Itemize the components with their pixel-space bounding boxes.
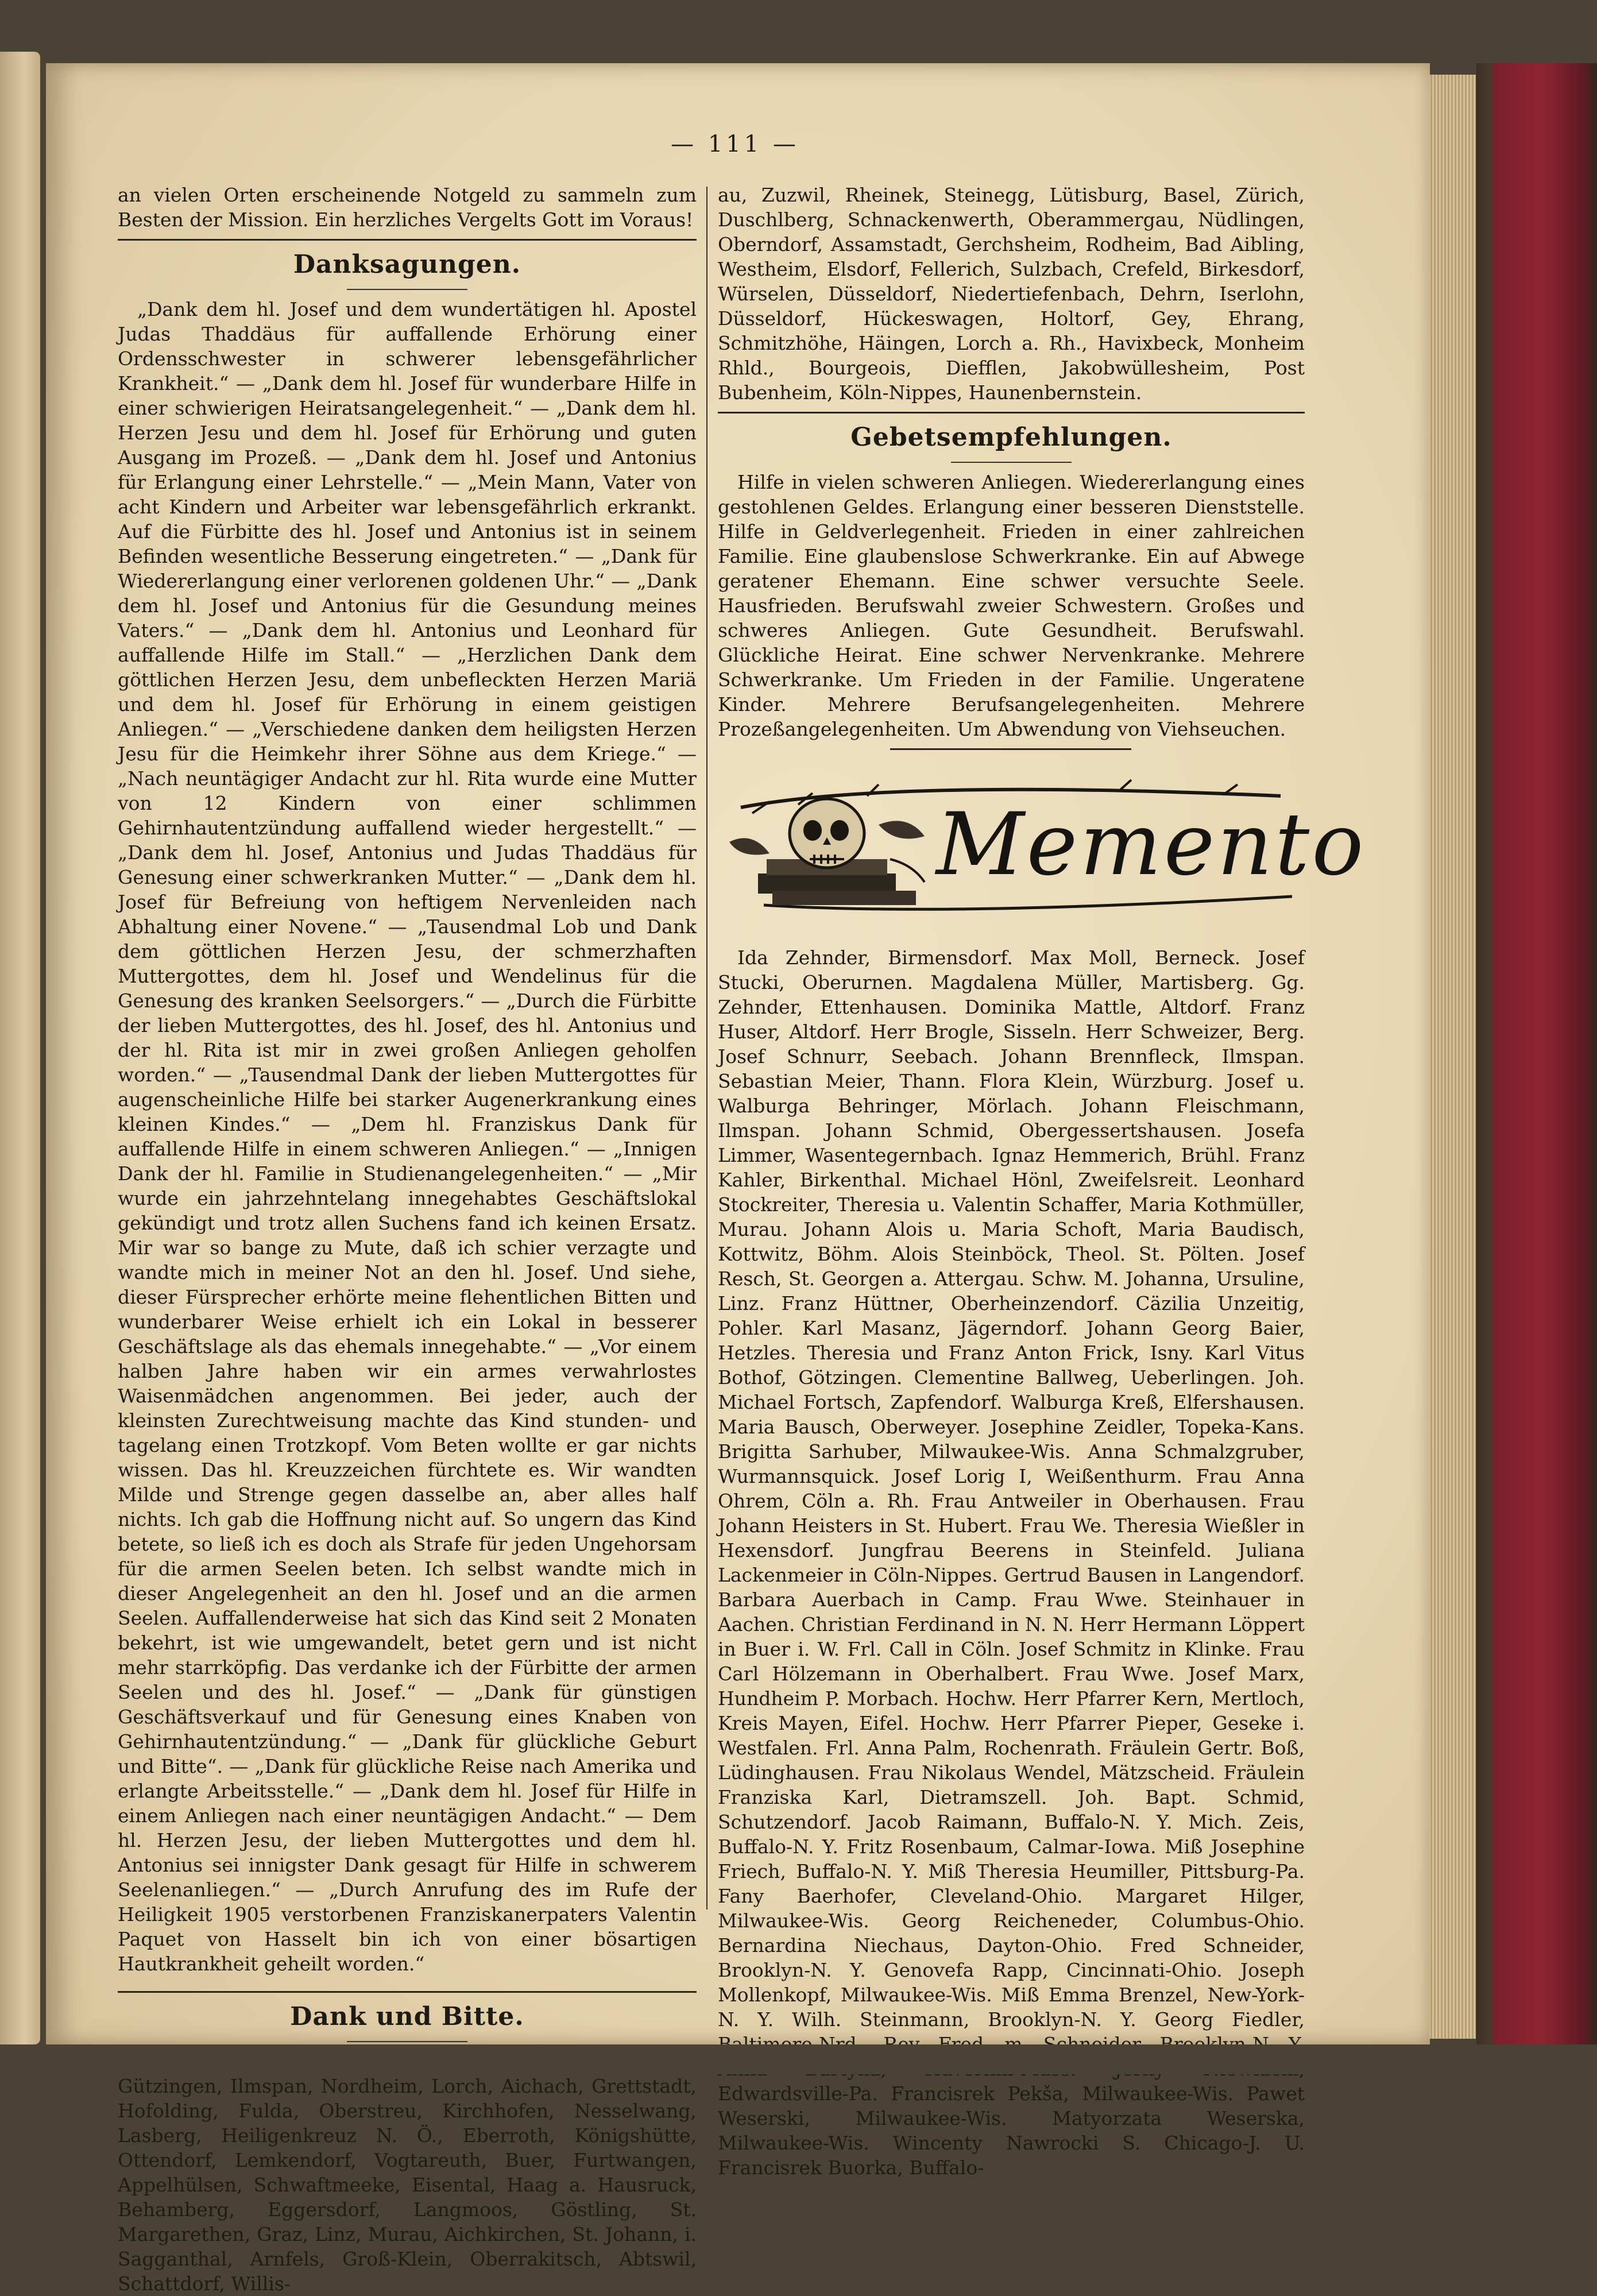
section-rule	[118, 239, 697, 241]
left-page-edge	[0, 52, 40, 2044]
danksagungen-text: „Dank dem hl. Josef und dem wundertätigen hl. Apostel Judas Thaddäus für auffallende Erhörung einer Ordensschwester in schwerer lebensgefährlicher Krankheit.“ — „Dank dem hl. Josef für wunderbare Hilfe in einer schwierigen Heiratsangelegenheit.“ — „Dank dem hl. Herzen Jesu und dem hl. Josef für Erhörung und guten Ausgang im Prozeß. — „Dank dem hl. Josef und Antonius für Erlangung einer Lehrstelle.“ — „Mein Mann, Vater von acht Kindern und Arbeiter war lebensgefährlich erkrankt. Auf die Fürbitte des hl. Josef und Antonius ist in seinem Befinden wesentliche Besserung eingetreten.“ — „Dank für Wiedererlangung einer verlorenen goldenen Uhr.“ — „Dank dem hl. Josef und Antonius für die Gesundung meines Vaters.“ — „Dank dem hl. Antonius und Leonhard für auffallende Hilfe im Stall.“ — „Herzlichen Dank dem göttlichen Herzen Jesu, dem unbefleckten Herzen Mariä und dem hl. Josef für Erhörung in einem geistigen Anliegen.“ — „Verschiedene danken dem heiligsten Herzen Jesu für die Heimkehr ihrer Söhne aus dem Kriege.“ — „Nach neuntägiger Andacht zur hl. Rita wurde eine Mutter von 12 Kindern von einer schlimmen Gehirnhautentzündung auffallend wieder hergestellt.“ — „Dank dem hl. Josef, Antonius und Judas Thaddäus für Genesung einer schwerkranken Mutter.“ — „Dank dem hl. Josef für Befreiung von heftigem Nervenleiden nach Abhaltung einer Novene.“ — „Tausendmal Lob und Dank dem göttlichen Herzen Jesu, der schmerzhaften Muttergottes, dem hl. Josef und Wendelinus für die Genesung des kranken Seelsorgers.“ — „Durch die Fürbitte der lieben Muttergottes, des hl. Josef, des hl. Antonius und der hl. Rita ist mir in zwei großen Anliegen geholfen worden.“ — „Tausendmal Dank der lieben Muttergottes für augenscheinliche Hilfe bei starker Augenerkrankung eines kleinen Kindes.“ — „Dem hl. Franziskus Dank für auffallende Hilfe in einem schweren Anliegen.“ — „Innigen Dank der hl. Familie in Studienangelegenheiten.“ — „Mir wurde ein jahrzehntelang innegehabtes Geschäftslokal gekündigt und trotz allen Suchens fand ich keinen Ersatz. Mir war so bange zu Mute, daß ich schier verzagte und wandte mich in meiner Not an den hl. Josef. Und siehe, dieser Fürsprecher erhörte meine flehentlichen Bitten und wunderbarer Weise erhielt ich ein Lokal in besserer Geschäftslage als das ehemals innegehabte.“ — „Vor einem halben Jahre haben wir ein armes verwahrlostes Waisenmädchen angenommen. Bei jeder, auch der kleinsten Zurechtweisung machte das Kind stunden- und tagelang einen Trotzkopf. Vom Beten wollte er gar nichts wissen. Das hl. Kreuzzeichen fürchtete es. Wir wandten Milde und Strenge gegen dasselbe an, aber alles half nichts. Ich gab die Hoffnung nicht auf. So ungern das Kind betete, so ließ ich es doch als Strafe für jeden Ungehorsam für die armen Seelen beten. Ich selbst wandte mich in dieser Angelegenheit an den hl. Josef und an die armen Seelen. Auffallenderweise hat sich das Kind seit 2 Monaten bekehrt, ist wie umgewandelt, betet gern und ist nicht mehr starrköpfig. Das verdanke ich der Fürbitte der armen Seelen und des hl. Josef.“ — „Dank für günstigen Geschäftsverkauf und für Genesung eines Knaben von Gehirnhautentzündung.“ — „Dank für glückliche Geburt und Bitte“. — „Dank für glückliche Reise nach Amerika und erlangte Arbeitsstelle.“ — „Dank dem hl. Josef für Hilfe in einem Anliegen nach einer neuntägigen Andacht.“ — Dem hl. Herzen Jesu, der lieben Muttergottes und dem hl. Antonius sei innigster Dank gesagt für Hilfe in schwerem Seelenanliegen.“ — „Durch Anrufung des im Rufe der Heiligkeit 1905 verstorbenen Franziskanerpaters Valentin Paquet von Hasselt bin ich von einer bösartigen Hautkrankheit geheilt worden.“	[118, 298, 697, 1975]
section-rule	[718, 412, 1305, 413]
dank-und-bitte-continued: au, Zuzwil, Rheinek, Steinegg, Lütisburg, Basel, Zürich, Duschlberg, Schnackenwerth, Oberammergau, Nüdlingen, Oberndorf, Assamstadt, Gerchsheim, Rodheim, Bad Aibling, Westheim, Elsdorf, Fellerich, Sulzbach, Crefeld, Birkesdorf, Würselen, Düsseldorf, Niedertiefenbach, Dehrn, Iserlohn, Düsseldorf, Hückeswagen, Holtorf, Gey, Ehrang, Schmitzhöhe, Häingen, Lorch a. Rh., Havixbeck, Monheim Rhld., Bourgeois, Diefflen, Jakobwüllesheim, Post Bubenheim, Köln-Nippes, Haunenbernstein.	[718, 184, 1305, 404]
memento-text: Ida Zehnder, Birmensdorf. Max Moll, Berneck. Josef Stucki, Oberurnen. Magdalena Müller, Martisberg. Gg. Zehnder, Ettenhausen. Dominika Mattle, Altdorf. Franz Huser, Altdorf. Herr Brogle, Sisseln. Herr Schweizer, Berg. Josef Schnurr, Seebach. Johann Brennfleck, Ilmspan. Sebastian Meier, Thann. Flora Klein, Würzburg. Josef u. Walburga Behringer, Mörlach. Johann Fleischmann, Ilmspan. Johann Schmid, Obergessertshausen. Josefa Limmer, Wasentegernbach. Ignaz Hemmerich, Brühl. Franz Kahler, Birkenthal. Michael Hönl, Zweifelsreit. Leonhard Stockreiter, Theresia u. Valentin Schaffer, Maria Kothmüller, Murau. Johann Alois u. Maria Schoft, Maria Baudisch, Kottwitz, Böhm. Alois Steinböck, Theol. St. Pölten. Josef Resch, St. Georgen a. Attergau. Schw. M. Johanna, Ursuline, Linz. Franz Hüttner, Oberheinzendorf. Cäzilia Unzeitig, Pohler. Karl Masanz, Jägerndorf. Johann Georg Baier, Hetzles. Theresia und Franz Anton Frick, Isny. Karl Vitus Bothof, Götzingen. Clementine Ballweg, Ueberlingen. Joh. Michael Fortsch, Zapfendorf. Walburga Kreß, Elfershausen. Maria Bausch, Oberweyer. Josephine Zeidler, Topeka-Kans. Brigitta Sarhuber, Milwaukee-Wis. Anna Schmalzgruber, Wurmannsquick. Josef Lorig I, Weißenthurm. Frau Anna Ohrem, Cöln a. Rh. Frau Antweiler in Oberhausen. Frau Johann Heisters in St. Hubert. Frau We. Theresia Wießler in Hexensdorf. Jungfrau Beerens in Steinfeld. Juliana Lackenmeier in Cöln-Nippes. Gertrud Bausen in Langendorf. Barbara Auerbach in Camp. Frau Wwe. Steinhauer in Aachen. Christian Ferdinand in N. N. Herr Hermann Löppert in Buer i. W. Frl. Call in Cöln. Josef Schmitz in Klinke. Frau Carl Hölzemann in Oberhalbert. Frau Wwe. Josef Marx, Hundheim P. Morbach. Hochw. Herr Pfarrer Kern, Mertloch, Kreis Mayen, Eifel. Hochw. Herr Pfarrer Pieper, Geseke i. Westfalen. Frl. Anna Palm, Rochenrath. Fräulein Gertr. Boß, Lüdinghausen. Frau Nikolaus Wendel, Mätzscheid. Fräulein Franziska Karl, Dietramszell. Joh. Bapt. Schmid, Schutzendorf. Jacob Raimann, Buffalo-N. Y. Mich. Zeis, Buffalo-N. Y. Fritz Rosenbaum, Calmar-Iowa. Miß Josephine Friech, Buffalo-N. Y. Miß Theresia Heumiller, Pittsburg-Pa. Fany Baerhofer, Cleveland-Ohio. Margaret Hilger, Milwaukee-Wis. Georg Reicheneder, Columbus-Ohio. Bernardina Niechaus, Dayton-Ohio. Fred Schneider, Brooklyn-N. Y. Genovefa Rapp, Cincinnati-Ohio. Joseph Mollenkopf, Milwaukee-Wis. Miß Emma Brenzel, New-York-N. Y. Wilh. Steinmann, Brooklyn-N. Y. Georg Fiedler, Edwardsville-Pa. Francisrek Pekša, Milwaukee-Wis. Pawet Weserski, Milwaukee-Wis. Matyorzata Weserska, Milwaukee-Wis. Wincenty Nawrocki S. Chicago-J. U. Francisrek Buorka, Buffalo-	[718, 946, 1305, 2179]
column-divider	[706, 187, 707, 1910]
bottom-shadow	[0, 2044, 1597, 2074]
heading-danksagungen: Danksagungen.	[293, 250, 521, 279]
memento-title: Memento	[936, 795, 1366, 895]
right-column	[718, 183, 1366, 2180]
section-rule	[118, 1991, 697, 1993]
book-cover-edge	[1476, 63, 1597, 2044]
gebetsempfehlungen-text: Hilfe in vielen schweren Anliegen. Wiedererlangung eines gestohlenen Geldes. Erlangung einer besseren Dienststelle. Hilfe in Geldverlegenheit. Frieden in einer zahlreichen Familie. Eine glaubenslose Schwerkranke. Ein auf Abwege geratener Ehemann. Eine schwer versuchte Seele. Hausfrieden. Berufswahl zweier Schwestern. Großes und schweres Anliegen. Gute Gesundheit. Berufswahl. Glückliche Heirat. Eine schwer Nervenkranke. Mehrere Schwerkranke. Um Frieden in der Familie. Ungeratene Kinder. Mehrere Berufsangelegenheiten. Mehrere Prozeßangelegenheiten. Um Abwendung von Viehseuchen.	[718, 471, 1305, 740]
left-column	[118, 183, 697, 2296]
heading-underline	[951, 462, 1072, 463]
heading-dank-und-bitte: Dank und Bitte.	[290, 2002, 524, 2031]
heading-underline	[347, 289, 467, 290]
intro-paragraph: an vielen Orten erscheinende Notgeld zu sammeln zum Besten der Mission. Ein herzliches Vergelts Gott im Voraus!	[118, 184, 697, 231]
heading-underline	[347, 2041, 467, 2042]
page-number: — 111 —	[671, 131, 799, 157]
dank-und-bitte-text: Gützingen, Ilmspan, Nordheim, Lorch, Aichach, Grettstadt, Hofolding, Fulda, Oberstreu, Kirchhofen, Nesselwang, Lasberg, Heiligenkreuz N. Ö., Eberroth, Königshütte, Ottendorf, Lemkendorf, Vogtareuth, Buer, Furtwangen, Appelhülsen, Schwaftmeeke, Eisental, Haag a. Hausruck, Behamberg, Eggersdorf, Langmoos, Göstling, St. Margarethen, Graz, Linz, Murau, Aichkirchen, St. Johann, i. Sagganthal, Arnfels, Groß-Klein, Oberrakitsch, Abtswil, Schattdorf, Willis-	[118, 2075, 697, 2295]
heading-gebetsempfehlungen: Gebetsempfehlungen.	[850, 423, 1172, 452]
memento-banner	[718, 773, 1366, 928]
section-rule	[890, 748, 1131, 750]
